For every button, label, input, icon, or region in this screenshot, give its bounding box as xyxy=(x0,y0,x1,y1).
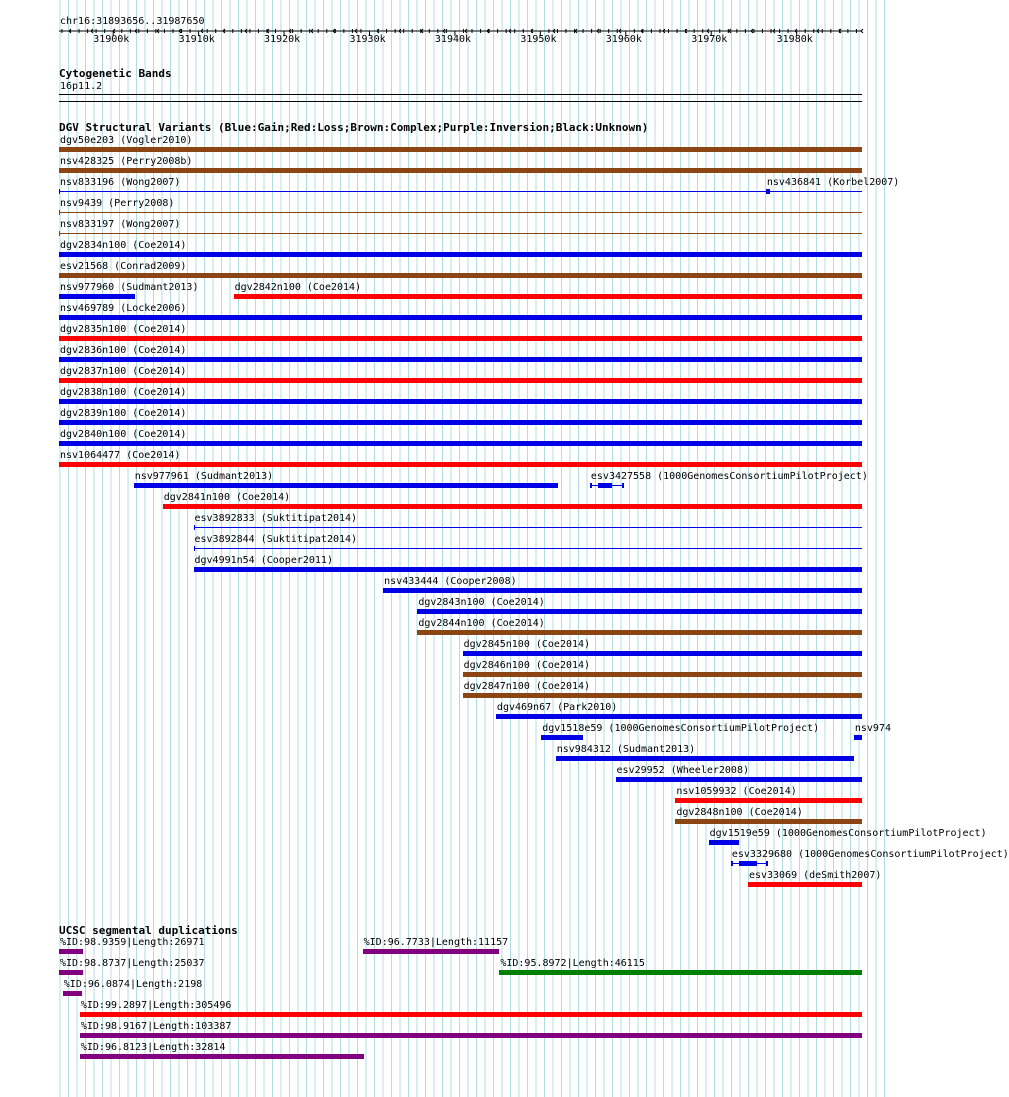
dgv-variant-label[interactable]: esv29952 (Wheeler2008) xyxy=(616,765,749,776)
dgv-variant-bar[interactable] xyxy=(59,294,135,299)
dgv-variant-label[interactable]: esv3892833 (Suktitipat2014) xyxy=(194,513,358,524)
dgv-variant-bar[interactable] xyxy=(59,315,862,320)
dgv-variant-label[interactable]: dgv2840n100 (Coe2014) xyxy=(60,429,187,440)
dgv-variant-label[interactable]: nsv977960 (Sudmant2013) xyxy=(60,282,199,293)
segdup-label[interactable]: %ID:96.8123|Length:32814 xyxy=(80,1042,226,1053)
segdup-label[interactable]: %ID:98.9167|Length:103387 xyxy=(80,1021,232,1032)
dgv-variant-label[interactable]: dgv469n67 (Park2010) xyxy=(496,702,618,713)
segdup-bar[interactable] xyxy=(63,991,82,996)
dgv-variant-label[interactable]: nsv1064477 (Coe2014) xyxy=(60,450,181,461)
cytoband-label: 16p11.2 xyxy=(60,81,103,92)
dgv-variant-bar-cap xyxy=(59,210,60,215)
dgv-variant-bar[interactable] xyxy=(59,462,862,467)
segdup-label[interactable]: %ID:96.0874|Length:2198 xyxy=(63,979,203,990)
dgv-variant-bar[interactable] xyxy=(616,777,862,782)
dgv-variant-bar[interactable] xyxy=(194,567,862,572)
dgv-variant-bar[interactable] xyxy=(463,672,862,677)
ruler-tick-label: 31900k xyxy=(93,34,130,45)
dgv-variant-bar[interactable] xyxy=(59,233,862,234)
dgv-variant-bar[interactable] xyxy=(556,756,854,761)
dgv-variant-bar[interactable] xyxy=(463,651,862,656)
dgv-variant-bar[interactable] xyxy=(194,548,862,549)
dgv-variant-bar[interactable] xyxy=(59,357,862,362)
dgv-variant-label[interactable]: dgv2839n100 (Coe2014) xyxy=(60,408,187,419)
dgv-variant-block[interactable] xyxy=(739,861,758,866)
dgv-variant-bar[interactable] xyxy=(59,252,862,257)
dgv-variant-bar[interactable] xyxy=(383,588,862,593)
ruler-tick-label: 31960k xyxy=(605,34,642,45)
dgv-variant-bar[interactable] xyxy=(59,378,862,383)
ruler-tick-label: 31910k xyxy=(178,34,215,45)
segdup-bar[interactable] xyxy=(80,1054,364,1059)
dgv-variant-bar[interactable] xyxy=(59,168,862,173)
dgv-variant-bar[interactable] xyxy=(709,840,739,845)
segdup-label[interactable]: %ID:96.7733|Length:11157 xyxy=(363,937,509,948)
dgv-variant-label[interactable]: dgv2842n100 (Coe2014) xyxy=(234,282,362,293)
dgv-variant-bar[interactable] xyxy=(59,399,862,404)
ruler-position-label: chr16:31893656..31987650 xyxy=(60,16,205,27)
dgv-variant-label[interactable]: dgv2845n100 (Coe2014) xyxy=(463,639,591,650)
dgv-variant-label[interactable]: dgv2844n100 (Coe2014) xyxy=(418,618,545,629)
ruler-tick-label: 31940k xyxy=(434,34,472,45)
dgv-variant-bar[interactable] xyxy=(59,212,862,213)
dgv-variant-label[interactable]: dgv2847n100 (Coe2014) xyxy=(463,681,591,692)
dgv-variant-label[interactable]: esv3329680 (1000GenomesConsortiumPilotProject) xyxy=(731,849,1009,860)
segdup-track-title: UCSC segmental duplications xyxy=(59,924,238,937)
ruler-tick-label: 31950k xyxy=(520,34,557,45)
dgv-variant-label[interactable]: dgv2836n100 (Coe2014) xyxy=(60,345,187,356)
segdup-label[interactable]: %ID:98.9359|Length:26971 xyxy=(60,937,205,948)
ruler-tick-label: 31980k xyxy=(776,34,813,45)
dgv-variant-bar[interactable] xyxy=(541,735,583,740)
dgv-variant-label[interactable]: dgv2837n100 (Coe2014) xyxy=(60,366,187,377)
segdup-bar[interactable] xyxy=(59,970,83,975)
dgv-variant-bar-cap xyxy=(59,231,60,236)
cytoband-bar-bottom xyxy=(59,101,862,102)
dgv-variant-label[interactable]: dgv2846n100 (Coe2014) xyxy=(463,660,591,671)
dgv-variant-label[interactable]: nsv428325 (Perry2008b) xyxy=(60,156,193,167)
segdup-bar[interactable] xyxy=(59,949,83,954)
dgv-variant-block[interactable] xyxy=(590,483,592,488)
dgv-variant-label[interactable]: dgv4991n54 (Cooper2011) xyxy=(194,555,333,566)
dgv-variant-label[interactable]: dgv1519e59 (1000GenomesConsortiumPilotProject) xyxy=(709,828,987,839)
dgv-variant-label[interactable]: dgv1518e59 (1000GenomesConsortiumPilotProject) xyxy=(542,723,820,734)
dgv-variant-label[interactable]: dgv2841n100 (Coe2014) xyxy=(163,492,291,503)
dgv-variant-label[interactable]: nsv1059932 (Coe2014) xyxy=(676,786,797,797)
dgv-variant-bar[interactable] xyxy=(59,420,862,425)
dgv-variant-bar[interactable] xyxy=(854,735,862,740)
dgv-variant-block[interactable] xyxy=(622,483,625,488)
dgv-variant-bar[interactable] xyxy=(134,483,559,488)
dgv-variant-bar[interactable] xyxy=(194,527,862,528)
dgv-variant-label[interactable]: esv3892844 (Suktitipat2014) xyxy=(194,534,358,545)
dgv-variant-label[interactable]: nsv984312 (Sudmant2013) xyxy=(556,744,696,755)
dgv-variant-label[interactable]: esv33069 (deSmith2007) xyxy=(748,870,882,881)
dgv-variant-bar[interactable] xyxy=(675,798,862,803)
segdup-label[interactable]: %ID:95.8972|Length:46115 xyxy=(500,958,645,969)
dgv-variant-label[interactable]: nsv974 xyxy=(854,723,891,734)
dgv-variant-label[interactable]: esv3427558 (1000GenomesConsortiumPilotProject) xyxy=(590,471,868,482)
dgv-variant-bar[interactable] xyxy=(59,191,862,192)
dgv-variant-label[interactable]: nsv833197 (Wong2007) xyxy=(60,219,181,230)
dgv-variant-label[interactable]: esv21568 (Conrad2009) xyxy=(60,261,187,272)
dgv-variant-label[interactable]: dgv2843n100 (Coe2014) xyxy=(418,597,545,608)
dgv-variant-bar[interactable] xyxy=(766,189,770,194)
dgv-variant-bar[interactable] xyxy=(417,630,862,635)
dgv-variant-bar[interactable] xyxy=(59,336,862,341)
cytoband-bar-top[interactable] xyxy=(59,94,862,95)
dgv-variant-label[interactable]: dgv2848n100 (Coe2014) xyxy=(676,807,803,818)
dgv-variant-bar[interactable] xyxy=(748,882,862,887)
dgv-variant-bar[interactable] xyxy=(463,693,862,698)
dgv-variant-label[interactable]: dgv2838n100 (Coe2014) xyxy=(60,387,187,398)
dgv-variant-block[interactable] xyxy=(766,861,768,866)
segdup-bar[interactable] xyxy=(80,1033,862,1038)
segdup-bar[interactable] xyxy=(499,970,862,975)
dgv-variant-bar[interactable] xyxy=(234,294,862,299)
segdup-label[interactable]: %ID:99.2897|Length:305496 xyxy=(80,1000,232,1011)
ruler-tick-label: 31920k xyxy=(264,34,301,45)
dgv-variant-label[interactable]: nsv977961 (Sudmant2013) xyxy=(134,471,274,482)
dgv-variant-bar-cap xyxy=(194,546,195,551)
dgv-variant-bar[interactable] xyxy=(59,147,862,152)
segdup-bar[interactable] xyxy=(363,949,500,954)
dgv-variant-label[interactable]: nsv833196 (Wong2007) xyxy=(60,177,181,188)
dgv-variant-bar-cap xyxy=(59,189,60,194)
dgv-variant-bar[interactable] xyxy=(59,441,862,446)
dgv-variant-label[interactable]: nsv436841 (Korbel2007) xyxy=(766,177,900,188)
dgv-track-title: DGV Structural Variants (Blue:Gain;Red:Loss;Brown:Complex;Purple:Inversion;Black:Unknown) xyxy=(59,121,649,134)
dgv-variant-bar[interactable] xyxy=(675,819,862,824)
cytoband-track-title: Cytogenetic Bands xyxy=(59,67,172,80)
segdup-bar[interactable] xyxy=(80,1012,862,1017)
dgv-variant-label[interactable]: dgv50e203 (Vogler2010) xyxy=(60,135,193,146)
segdup-label[interactable]: %ID:98.8737|Length:25037 xyxy=(60,958,205,969)
dgv-variant-bar[interactable] xyxy=(496,714,862,719)
dgv-variant-bar-cap xyxy=(194,525,195,530)
dgv-variant-bar[interactable] xyxy=(417,609,862,614)
ruler-tick-label: 31970k xyxy=(691,34,728,45)
dgv-variant-label[interactable]: nsv9439 (Perry2008) xyxy=(60,198,175,209)
dgv-variant-label[interactable]: dgv2835n100 (Coe2014) xyxy=(60,324,187,335)
dgv-variant-label[interactable]: dgv2834n100 (Coe2014) xyxy=(60,240,187,251)
dgv-variant-block[interactable] xyxy=(731,861,733,866)
dgv-variant-bar[interactable] xyxy=(59,273,862,278)
dgv-variant-label[interactable]: nsv469789 (Locke2006) xyxy=(60,303,187,314)
dgv-variant-bar[interactable] xyxy=(163,504,862,509)
dgv-variant-block[interactable] xyxy=(598,483,613,488)
ruler-tick-label: 31930k xyxy=(349,34,386,45)
dgv-variant-label[interactable]: nsv433444 (Cooper2008) xyxy=(384,576,517,587)
